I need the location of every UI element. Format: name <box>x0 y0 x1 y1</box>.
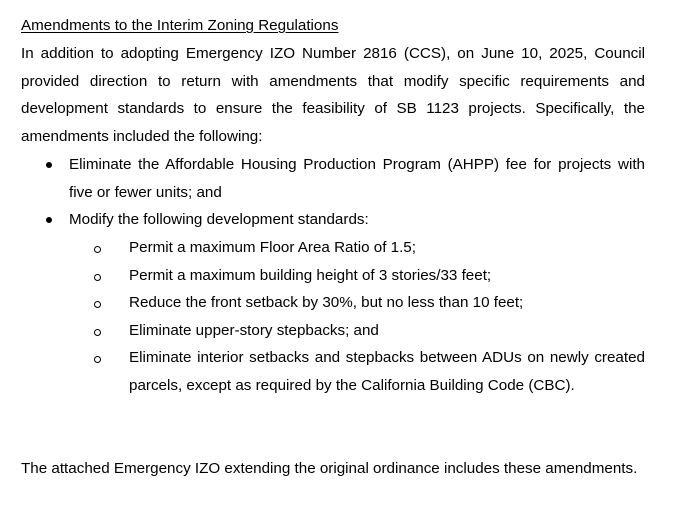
circle-bullet-icon <box>91 344 103 371</box>
circle-bullet-icon <box>91 234 103 261</box>
circle-bullet-icon <box>91 317 103 344</box>
circle-bullet-icon <box>91 289 103 316</box>
bullet-icon <box>43 151 55 178</box>
section-heading: Amendments to the Interim Zoning Regulations <box>21 17 339 34</box>
circle-bullet-icon <box>91 262 103 289</box>
sub-list-item: Permit a maximum Floor Area Ratio of 1.5; <box>129 239 416 256</box>
intro-paragraph: In addition to adopting Emergency IZO Number 2816 (CCS), on June 10, 2025, Council provided direction to return with amendments that modify specific requirements and development standards to ensure the feasibility of SB 1123 projects. Specifically, the amendments included the following: <box>21 45 645 146</box>
sub-list-item: Eliminate interior setbacks and stepbacks between ADUs on newly created parcels, except as required by the California Building Code (CBC). <box>129 349 645 394</box>
sub-list-item: Eliminate upper-story stepbacks; and <box>129 322 379 339</box>
closing-paragraph: The attached Emergency IZO extending the original ordinance includes these amendments. <box>21 460 638 477</box>
bullet-item: Modify the following development standards: <box>69 211 369 228</box>
sub-list-item: Reduce the front setback by 30%, but no less than 10 feet; <box>129 294 524 311</box>
bullet-icon <box>43 206 55 233</box>
bullet-item: Eliminate the Affordable Housing Production Program (AHPP) fee for projects with five or fewer units; and <box>69 156 645 201</box>
sub-list-item: Permit a maximum building height of 3 stories/33 feet; <box>129 267 492 284</box>
